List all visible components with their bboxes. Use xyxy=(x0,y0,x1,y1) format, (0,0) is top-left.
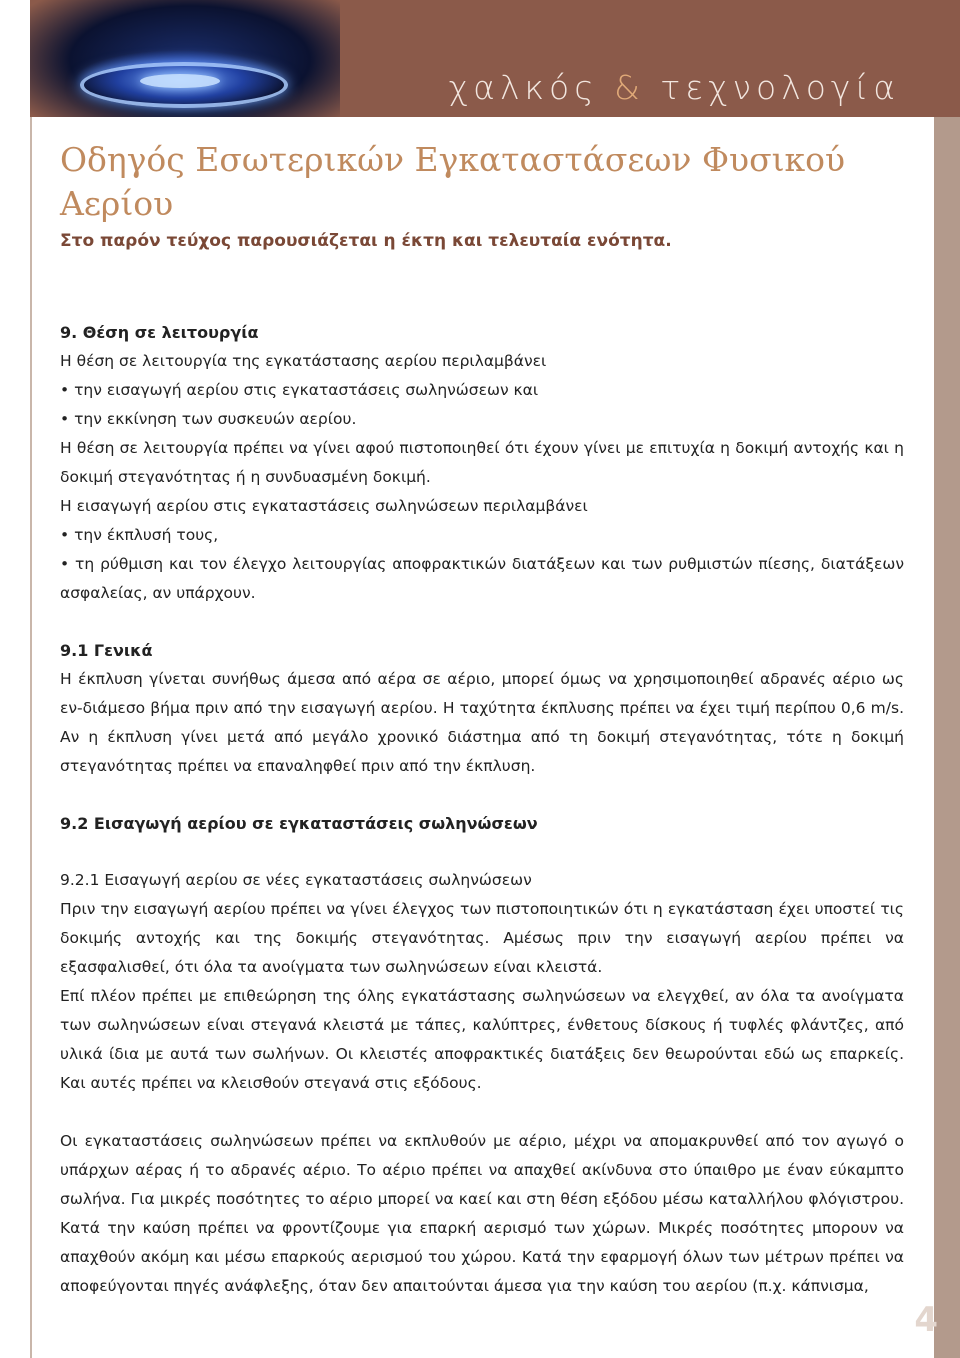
article-body xyxy=(60,138,904,1301)
page-header xyxy=(0,0,960,117)
brand-ampersand: & xyxy=(614,68,645,107)
section-9-2-para-1: Πριν την εισαγωγή αερίου πρέπει να γίνει έλεγχος των πιστοποιητικών ότι η εγκατάσταση έχει υποστεί τις δοκιμής αντοχής και της δοκιμής στεγανότητας. Αμέσως πριν την εισαγωγή αερίου πρέπει να εξασφαλισθεί, ότι όλα τα ανοίγματα των σωληνώσεων είναι κλειστά. xyxy=(60,900,904,976)
header-left-margin xyxy=(0,0,30,117)
document-subtitle: Στο παρόν τεύχος παρουσιάζεται η έκτη και τελευταία ενότητα. xyxy=(60,231,672,251)
gas-flame-image xyxy=(30,0,340,117)
section-9-2-para-3: Οι εγκαταστάσεις σωληνώσεων πρέπει να εκπλυθούν με αέριο, μέχρι να απομακρυνθεί από τον αγωγό ο υπάρχων αέρας ή το αδρανές αέριο. Το αέριο πρέπει να απαχθεί ακίνδυνα στο ύπαιθρο με έναν εύκαμπτο σωλήνα. Για μικρές ποσότητες το αέριο μπορεί να καεί και στη θέση εξόδου μέσω καταλλήλου φλόγιστρου. Κατά την καύση πρέπει να φροντίζουμε για επαρκή αερισμό των χώρων. Μικρές ποσότητες μπορουν να απαχθούν ακόμη και μέσω επαρκούς αερισμού του χώρου. Κατά την εφαρμογή όλων των μέτρων πρέπει να αποφεύγονται πηγές ανάφλεξης, όταν δεν απαιτούνται άμεσα για την καύση του αερίου (π.χ. κάπνισμα, xyxy=(60,1132,904,1295)
section-9-bullet-3: • την έκπλυσή τους, xyxy=(60,521,904,550)
section-9-2-para-2: Επί πλέον πρέπει με επιθεώρηση της όλης εγκατάστασης σωληνώσεων να ελεγχθεί, αν όλα τα ανοίγματα των σωληνώσεων είναι στεγανά κλειστά με τάπες, καλύπτρες, ένθετους δίσκους ή τυφλές φλάντζες, από υλικά ίδια με αυτά των σωλήνων. Οι κλειστές αποφρακτικές διατάξεις δεν θεωρούνται εδώ ως επαρκείς. Και αυτές πρέπει να κλεισθούν στεγανά στις εξόδους. xyxy=(60,987,904,1092)
section-9-2-1-heading: 9.2.1 Εισαγωγή αερίου σε νέες εγκαταστάσεις σωληνώσεων xyxy=(60,871,532,889)
brand-word-technology: τεχνολογία xyxy=(660,68,900,107)
page-number: 4 xyxy=(914,1300,938,1340)
section-9-bullet-4: • τη ρύθμιση και τον έλεγχο λειτουργίας αποφρακτικών διατάξεων και των ρυθμιστών πίεσης, διατάξεων ασφαλείας, αν υπάρχουν. xyxy=(60,550,904,608)
brand-word-copper: χαλκός xyxy=(448,68,599,107)
section-9-bullet-1: • την εισαγωγή αερίου στις εγκαταστάσεις σωληνώσεων και xyxy=(60,376,904,405)
section-9-para-2: Η θέση σε λειτουργία πρέπει να γίνει αφού πιστοποιηθεί ότι έχουν γίνει με επιτυχία η δοκιμή αντοχής και η δοκιμή στεγανότητας ή η συνδυασμένη δοκιμή. xyxy=(60,439,904,486)
flame-core xyxy=(140,74,220,88)
right-side-bar xyxy=(934,117,960,1358)
section-9-heading: 9. Θέση σε λειτουργία xyxy=(60,323,259,342)
section-9-2-heading: 9.2 Εισαγωγή αερίου σε εγκαταστάσεις σωληνώσεων xyxy=(60,814,538,833)
section-9-bullet-2: • την εκκίνηση των συσκευών αερίου. xyxy=(60,405,904,434)
section-9-1-para: Η έκπλυση γίνεται συνήθως άμεσα από αέρα σε αέριο, μπορεί όμως να χρησιμοποιηθεί αδρανές αέριο ως εν-διάμεσο βήμα πριν από την εισαγωγή αερίου. Η ταχύτητα έκπλυσης πρέπει να έχει τιμή περίπου 0,6 m/s. Αν η έκπλυση γίνει μετά από μεγάλο χρονικό διάστημα από τη δοκιμή στεγανότητας, τότε η δοκιμή στεγανότητας πρέπει να επαναληφθεί πριν από την έκπλυση. xyxy=(60,670,904,775)
section-9-1-heading: 9.1 Γενικά xyxy=(60,641,153,660)
magazine-brand xyxy=(449,68,900,107)
section-9-para-3: Η εισαγωγή αερίου στις εγκαταστάσεις σωληνώσεων περιλαμβάνει xyxy=(60,497,588,515)
section-9-para-1: Η θέση σε λειτουργία της εγκατάστασης αερίου περιλαμβάνει xyxy=(60,352,547,370)
left-margin-rule xyxy=(30,117,32,1358)
document-title: Οδηγός Εσωτερικών Εγκαταστάσεων Φυσικού Αερίου xyxy=(60,140,846,223)
